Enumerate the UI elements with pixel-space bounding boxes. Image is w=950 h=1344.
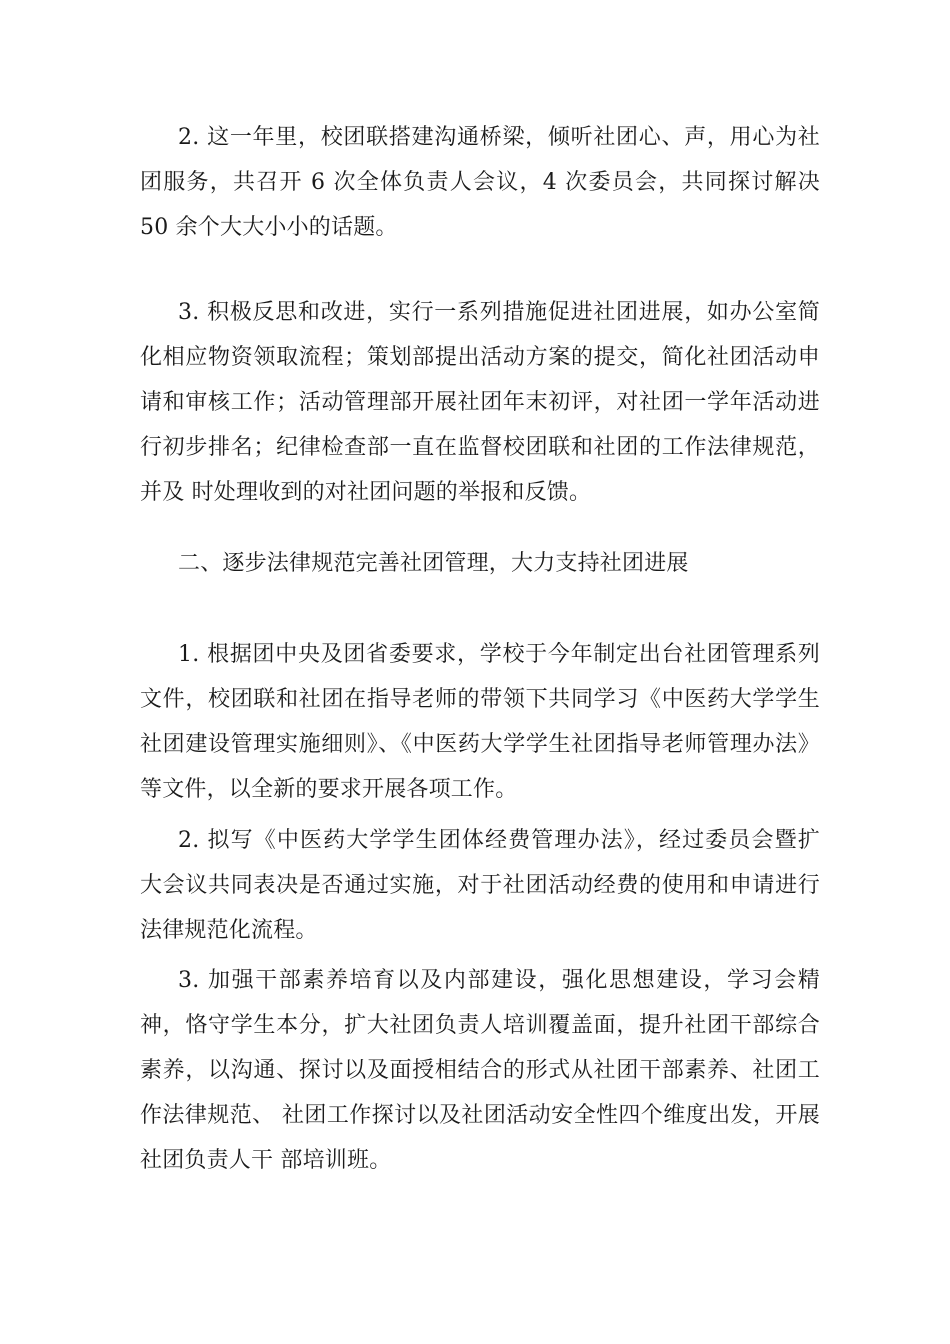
- paragraph-item-1-regulations: 1. 根据团中央及团省委要求，学校于今年制定出台社团管理系列 文件，校团联和社团在指导老师的带领下共同学习《中医药大学学生 社团建设管理实施细则》、《中医药大学学生社团指导老师管理办法》 等文件，以全新的要求开展各项工作。: [140, 642, 820, 802]
- paragraph-item-2-communication: 2. 这一年里，校团联搭建沟通桥梁，倾听社团心、声，用心为社团服务，共召开 6 次全体负责人会议，4 次委员会，共同探讨解决 50 余个大大小小的话题。: [140, 125, 820, 240]
- paragraph-item-2-funding: 2. 拟写《中医药大学学生团体经费管理办法》，经过委员会暨扩 大会议共同表决是否通过实施，对于社团活动经费的使用和申请进行 法律规范化流程。: [140, 828, 820, 943]
- paragraph-item-3-improvement: 3. 积极反思和改进，实行一系列措施促进社团进展，如办公室简化相应物资领取流程；策划部提出活动方案的提交，简化社团活动申 请和审核工作；活动管理部开展社团年末初评，对社团一学年活动进 行初步排名；纪律检查部一直在监督校团联和社团的工作法律规范，并及 时处理收到的对社团问题的举报和反馈。: [140, 300, 820, 505]
- section-heading-2: 二、逐步法律规范完善社团管理，大力支持社团进展: [178, 551, 689, 576]
- paragraph-item-3-training: 3. 加强干部素养培育以及内部建设，强化思想建设，学习会精神，恪守学生本分，扩大社团负责人培训覆盖面，提升社团干部综合素养，以沟通、探讨以及面授相结合的形式从社团干部素养、社团工作法律规范、 社团工作探讨以及社团活动安全性四个维度出发，开展社团负责人干 部培训班。: [140, 968, 820, 1173]
